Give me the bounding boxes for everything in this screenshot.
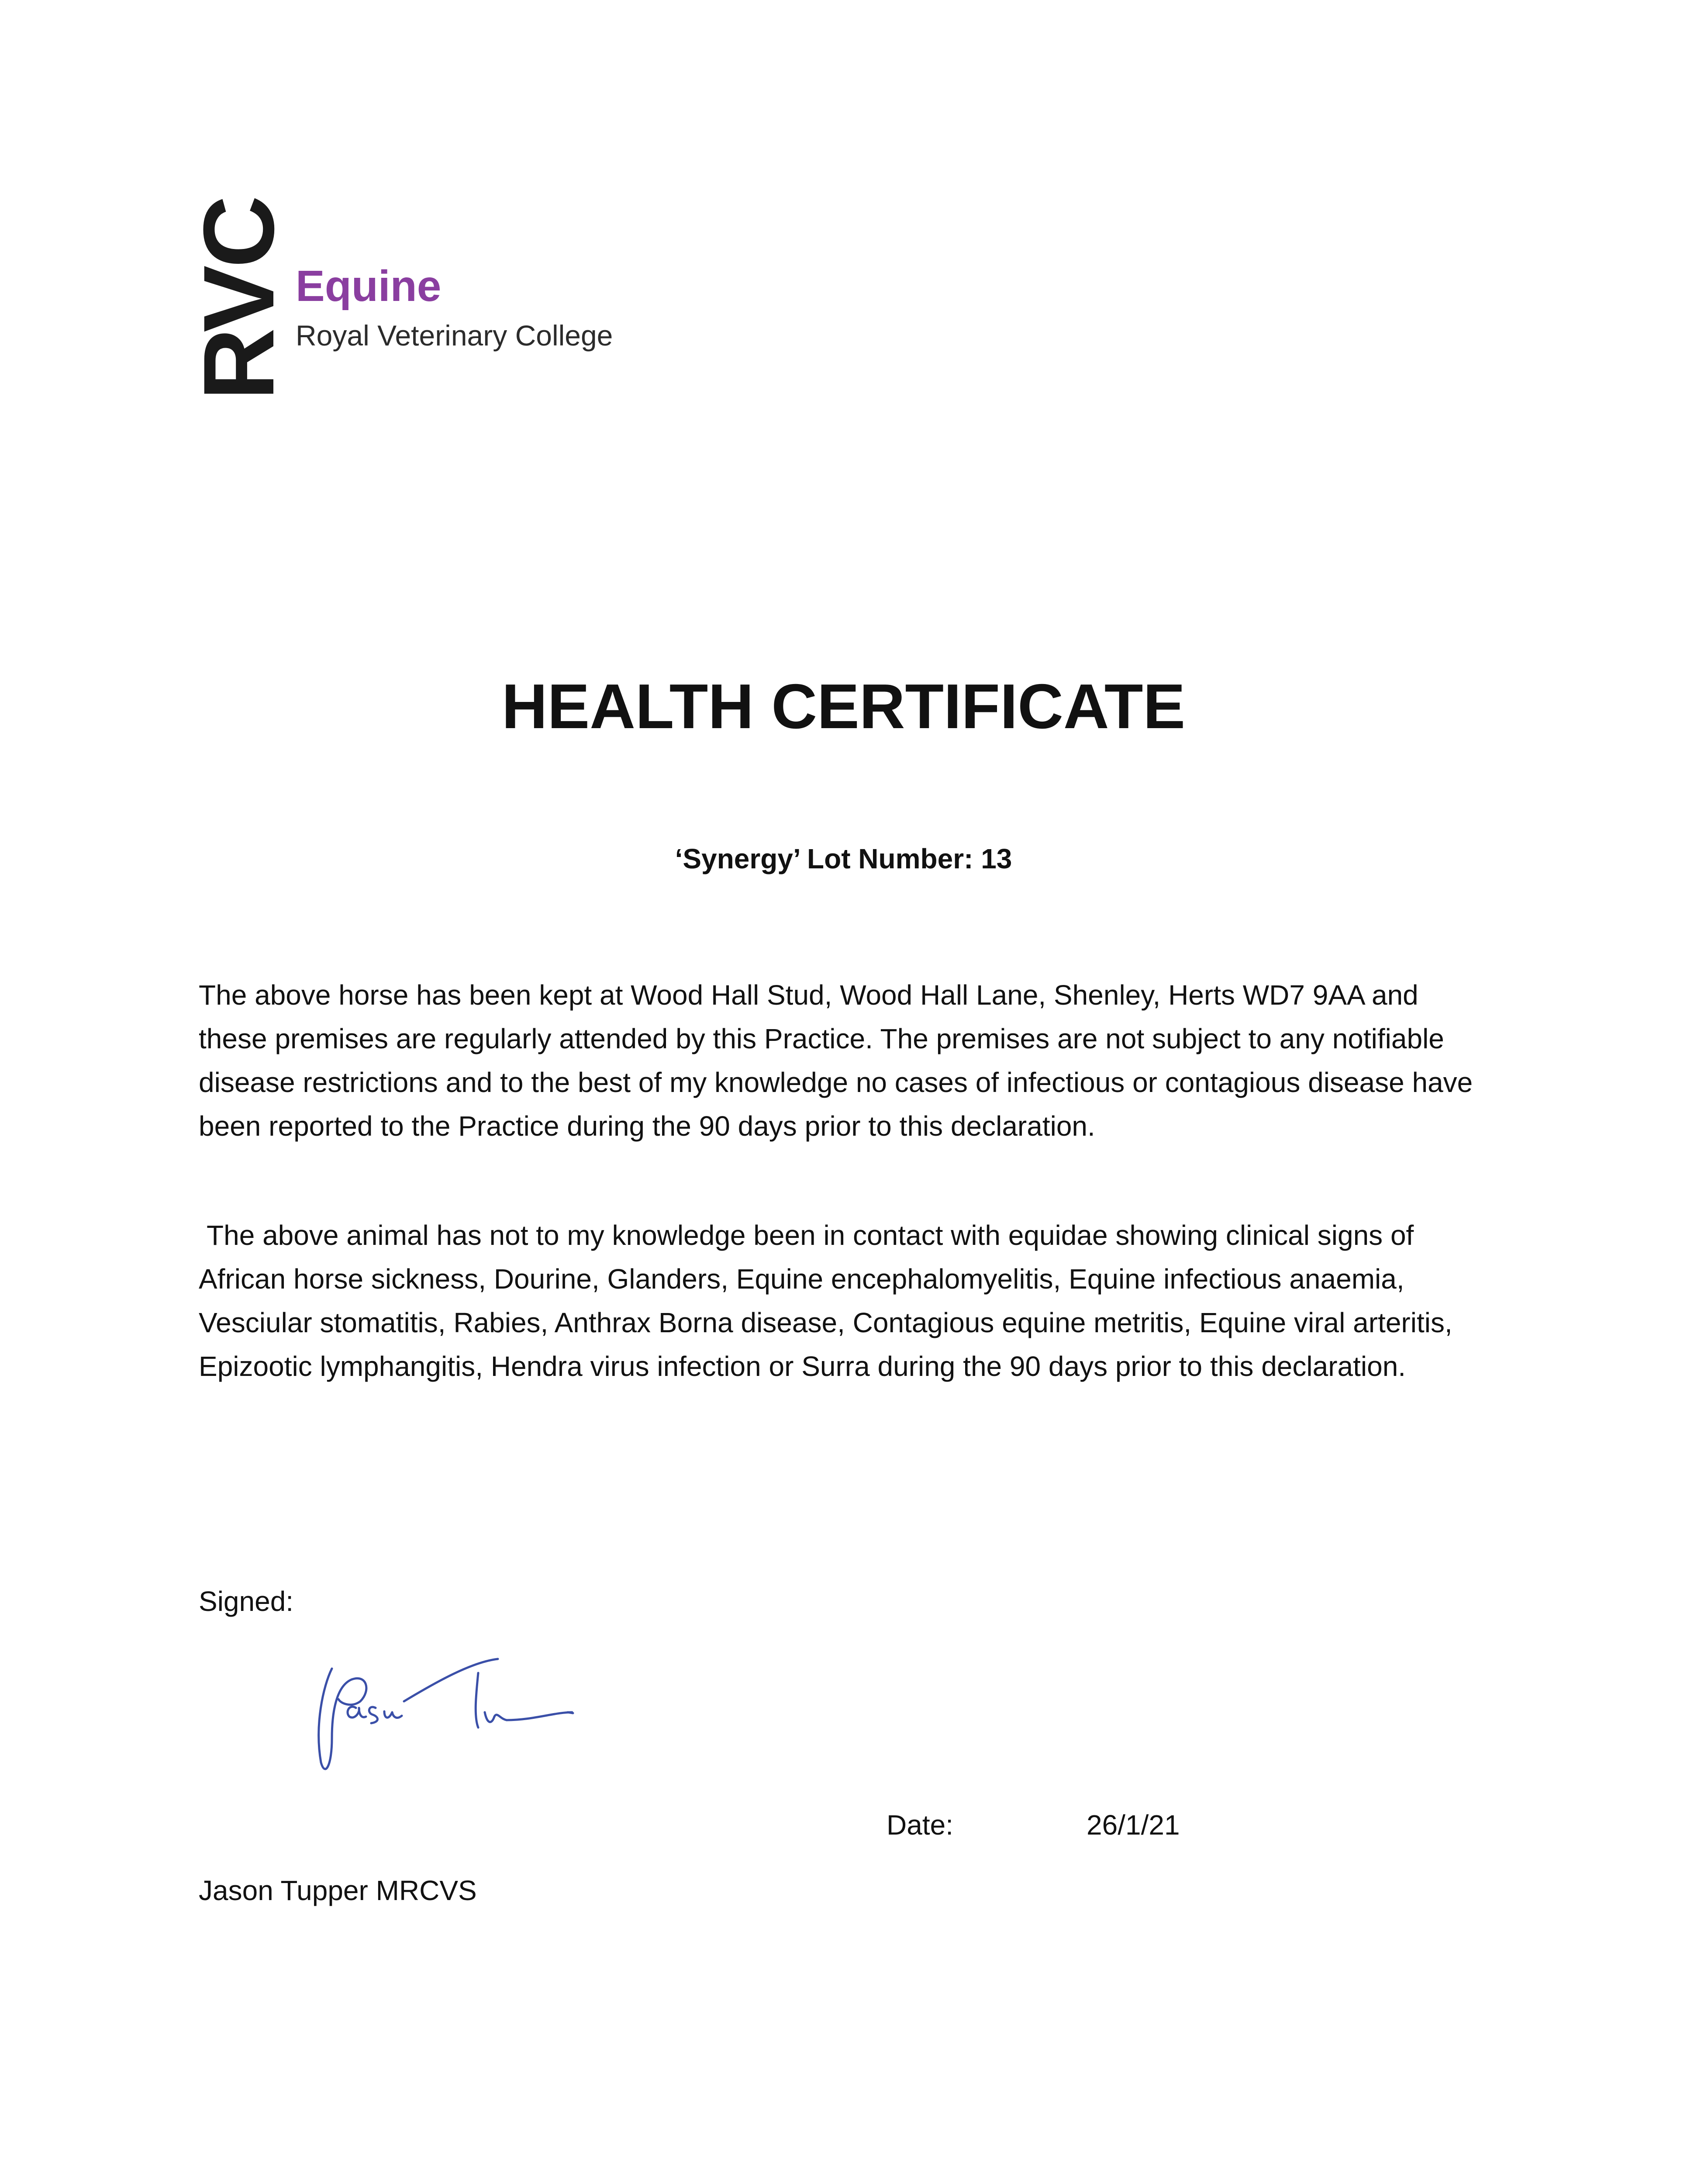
rvc-logo-letters: RVC <box>183 198 295 401</box>
signed-label: Signed: <box>199 1586 294 1617</box>
handwritten-signature <box>306 1647 603 1791</box>
logo-equine-text: Equine <box>296 262 442 311</box>
rvc-equine-logo <box>183 194 635 404</box>
lot-number-line: ‘Synergy’ Lot Number: 13 <box>675 843 1012 874</box>
date-label: Date: <box>887 1809 953 1841</box>
disease-contact-paragraph: The above animal has not to my knowledge been in contact with equidae showing clinical signs of African horse sickness, Dourine, Glanders, Equine encephalomyelitis, Equine infectious anaemia, Vesciular stomatitis, Rabies, Anthrax Borna disease, Contagious equine metritis, Equine viral arteritis, Epizootic lymphangitis, Hendra virus infection or Surra during the 90 days prior to this declaration. <box>199 1220 1452 1382</box>
premises-paragraph: The above horse has been kept at Wood Hall Stud, Wood Hall Lane, Shenley, Herts WD7 9AA and these premises are regularly attended by this Practice. The premises are not subject to any notifiable disease restrictions and to the best of my knowledge no cases of infectious or contagious disease have been reported to the Practice during the 90 days prior to this declaration. <box>199 979 1473 1142</box>
logo-college-text: Royal Veterinary College <box>296 319 613 352</box>
rvc-logo-mark <box>183 194 295 404</box>
signer-name: Jason Tupper MRCVS <box>199 1875 477 1906</box>
date-value: 26/1/21 <box>1087 1809 1180 1841</box>
certificate-title: HEALTH CERTIFICATE <box>501 671 1186 742</box>
